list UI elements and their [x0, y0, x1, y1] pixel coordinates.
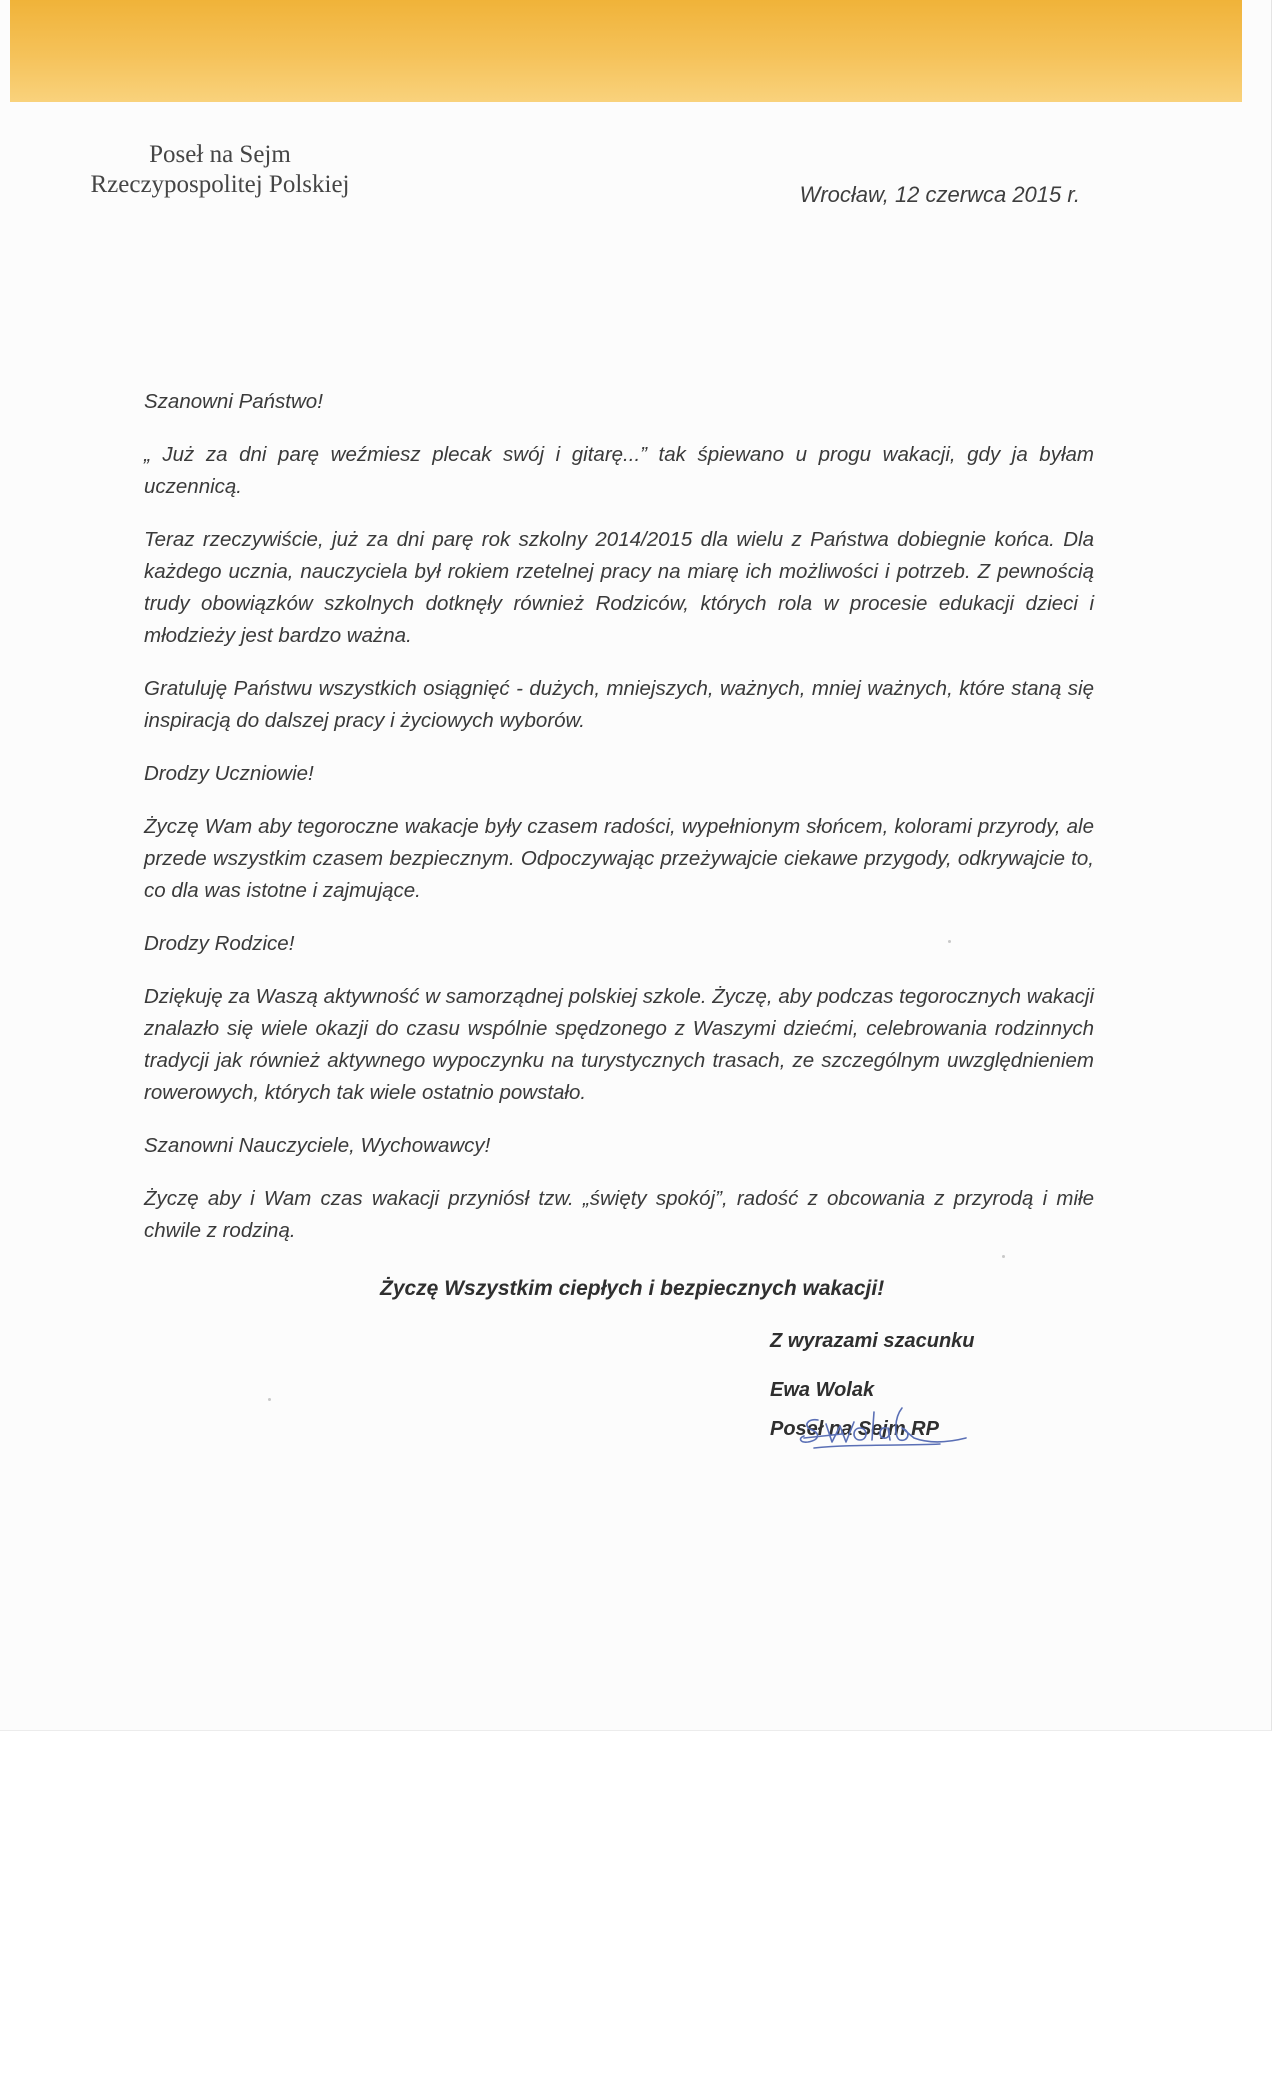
closing-wish: Życzę Wszystkim ciepłych i bezpiecznych wakacji! — [380, 1277, 885, 1300]
parents-greeting: Drodzy Rodzice! — [144, 932, 295, 955]
signer-name: Ewa Wolak — [770, 1379, 875, 1401]
sender-line-2: Rzeczypospolitej Polskiej — [90, 171, 350, 198]
handwritten-signature — [790, 1398, 990, 1468]
scan-speck — [268, 1398, 271, 1401]
sender-line-1: Poseł na Sejm — [149, 141, 291, 168]
regards-line: Z wyrazami szacunku — [770, 1330, 975, 1352]
sender-block — [60, 140, 380, 200]
scan-speck — [948, 940, 951, 943]
letter-body — [144, 386, 1094, 1268]
paragraph-song: „ Już za dni parę weźmiesz plecak swój i gitarę...” tak śpiewano u progu wakacji, gdy ja byłam uczennicą. — [144, 443, 1094, 498]
teachers-greeting: Szanowni Nauczyciele, Wychowawcy! — [144, 1134, 491, 1157]
letterhead-band — [10, 0, 1242, 102]
students-greeting: Drodzy Uczniowie! — [144, 762, 314, 785]
paragraph-congratulations: Gratuluję Państwu wszystkich osiągnięć - dużych, mniejszych, ważnych, mniej ważnych, które staną się inspiracją do dalszej pracy i życiowych wyborów. — [144, 677, 1094, 732]
signer-title: Poseł na Sejm RP — [770, 1418, 939, 1440]
parents-paragraph: Dziękuję za Waszą aktywność w samorządnej polskiej szkole. Życzę, aby podczas tegorocznych wakacji znalazło się wiele okazji do czasu wspólnie spędzonego z Waszymi dziećmi, celebrowania rodzinnych tradycji jak również aktywnego wypoczynku na turystycznych trasach, ze szczególnym uwzględnieniem rowerowych, których tak wiele ostatnio powstało. — [144, 985, 1094, 1104]
students-paragraph: Życzę Wam aby tegoroczne wakacje były czasem radości, wypełnionym słońcem, kolorami przyrody, ale przede wszystkim czasem bezpiecznym. Odpoczywając przeżywajcie ciekawe przygody, odkrywajcie to, co dla was istotne i zajmujące. — [144, 815, 1094, 902]
letter-date: Wrocław, 12 czerwca 2015 r. — [799, 182, 1080, 207]
paragraph-school-year: Teraz rzeczywiście, już za dni parę rok szkolny 2014/2015 dla wielu z Państwa dobiegnie końca. Dla każdego ucznia, nauczyciela był rokiem rzetelnej pracy na miarę ich możliwości i potrzeb. Z pewnością trudy obowiązków szkolnych dotknęły również Rodziców, których rola w procesie edukacji dzieci i młodzieży jest bardzo ważna. — [144, 528, 1094, 647]
scan-speck — [1002, 1255, 1005, 1258]
teachers-paragraph: Życzę aby i Wam czas wakacji przyniósł tzw. „święty spokój”, radość z obcowania z przyrodą i miłe chwile z rodziną. — [144, 1187, 1094, 1242]
greeting: Szanowni Państwo! — [144, 390, 323, 413]
